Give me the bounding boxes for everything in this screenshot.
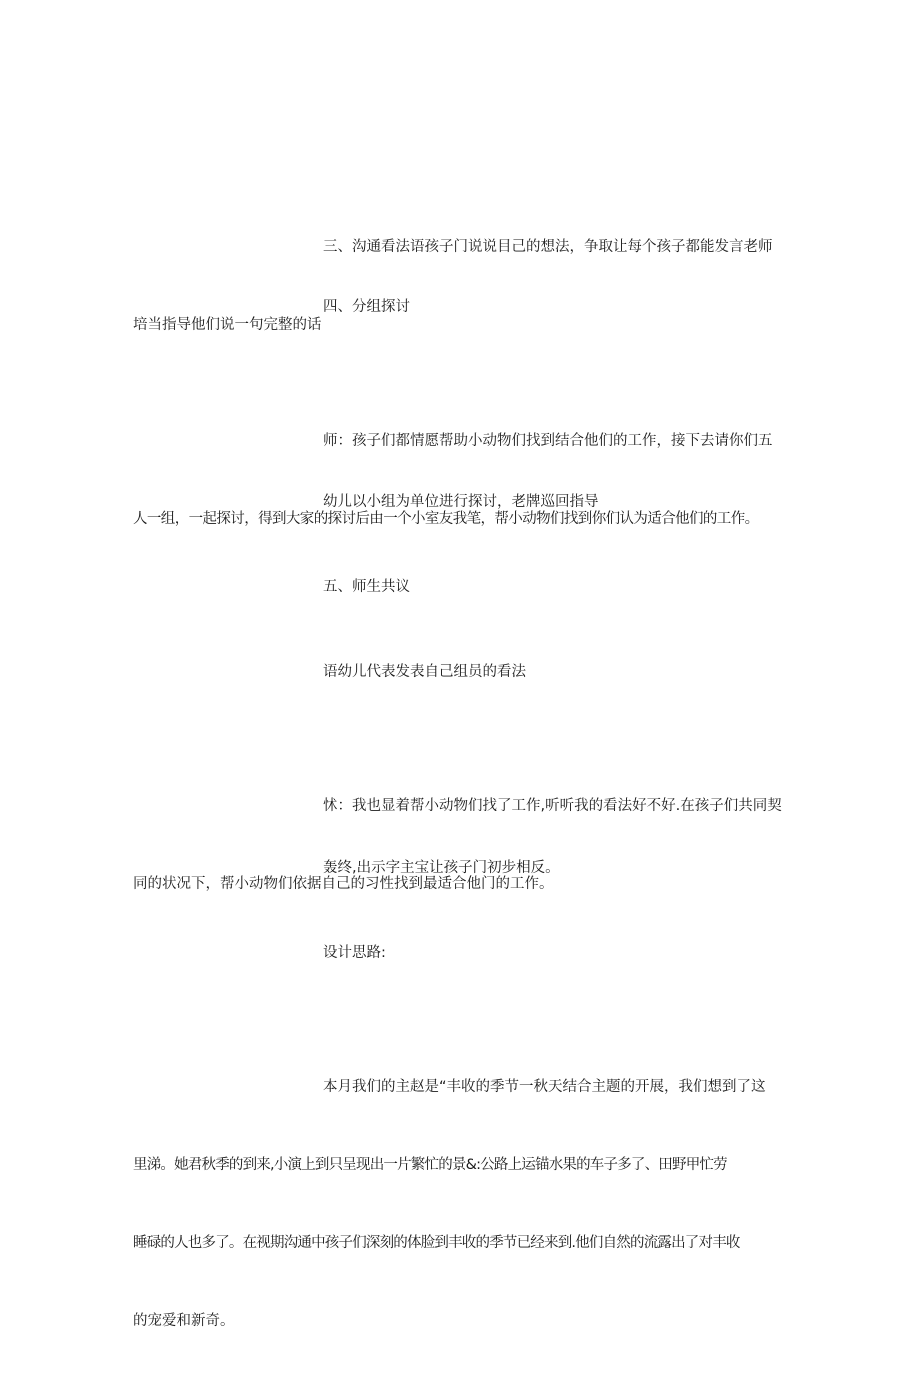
- paragraph-line: 的宠爱和新奇。: [133, 1313, 235, 1329]
- paragraph-show-words: 轰终,出示字主宝让孩子门初步相反。: [323, 860, 560, 876]
- paragraph-group-activity: 幼儿以小组为单位进行探讨，老牌巡回指导: [323, 494, 599, 510]
- paragraph-line: 本月我们的主赵是“丰收的季节一秋天结合主题的开展，我们想到了这: [323, 1079, 766, 1095]
- paragraph-line: 怵：我也显着帮小动物们找了工作,听听我的看法好不好.在孩子们共同契: [323, 798, 782, 814]
- paragraph-teacher-views: [133, 741, 788, 949]
- section-heading-group-discussion: 四、分组探讨: [323, 299, 410, 315]
- paragraph-line: 人一组，一起探讨，得到大家的探讨后由一个小室友我笔，帮小动物们找到你们认为适合他们的工作。: [133, 511, 759, 527]
- paragraph-line: 师：孩子们都情愿帮助小动物们找到结合他们的工作，接下去请你们五: [323, 433, 773, 449]
- paragraph-representative-views: 语幼儿代表发表自己组员的看法: [323, 664, 526, 680]
- paragraph-teacher-instruction: [133, 376, 788, 584]
- paragraph-line: 培当指导他们说一句完整的话: [133, 317, 322, 333]
- paragraph-line: 睡碌的人也多了。在视期沟通中孩子们深刻的体脸到丰收的季节已经来到.他们自然的流露出了对丰收: [133, 1235, 740, 1251]
- section-heading-shared-discussion: 五、师生共议: [323, 579, 410, 595]
- paragraph-communicate-ideas: [133, 182, 788, 390]
- paragraph-line: 同的状况下，帮小动物们依据自己的习性找到最适合他门的工作。: [133, 876, 554, 892]
- paragraph-line: 三、沟通看法语孩子门说说目己的想法，争取让每个孩子都能发言老师: [323, 239, 773, 255]
- section-heading-design-ideas: 设计思路:: [323, 945, 386, 961]
- paragraph-design-rationale: [133, 1022, 788, 1386]
- paragraph-line: 里涕。她君秋季的到来,小演上到只呈现出一片繁忙的景&:公路上运锚水果的车子多了、田野甲忙劳: [133, 1157, 727, 1173]
